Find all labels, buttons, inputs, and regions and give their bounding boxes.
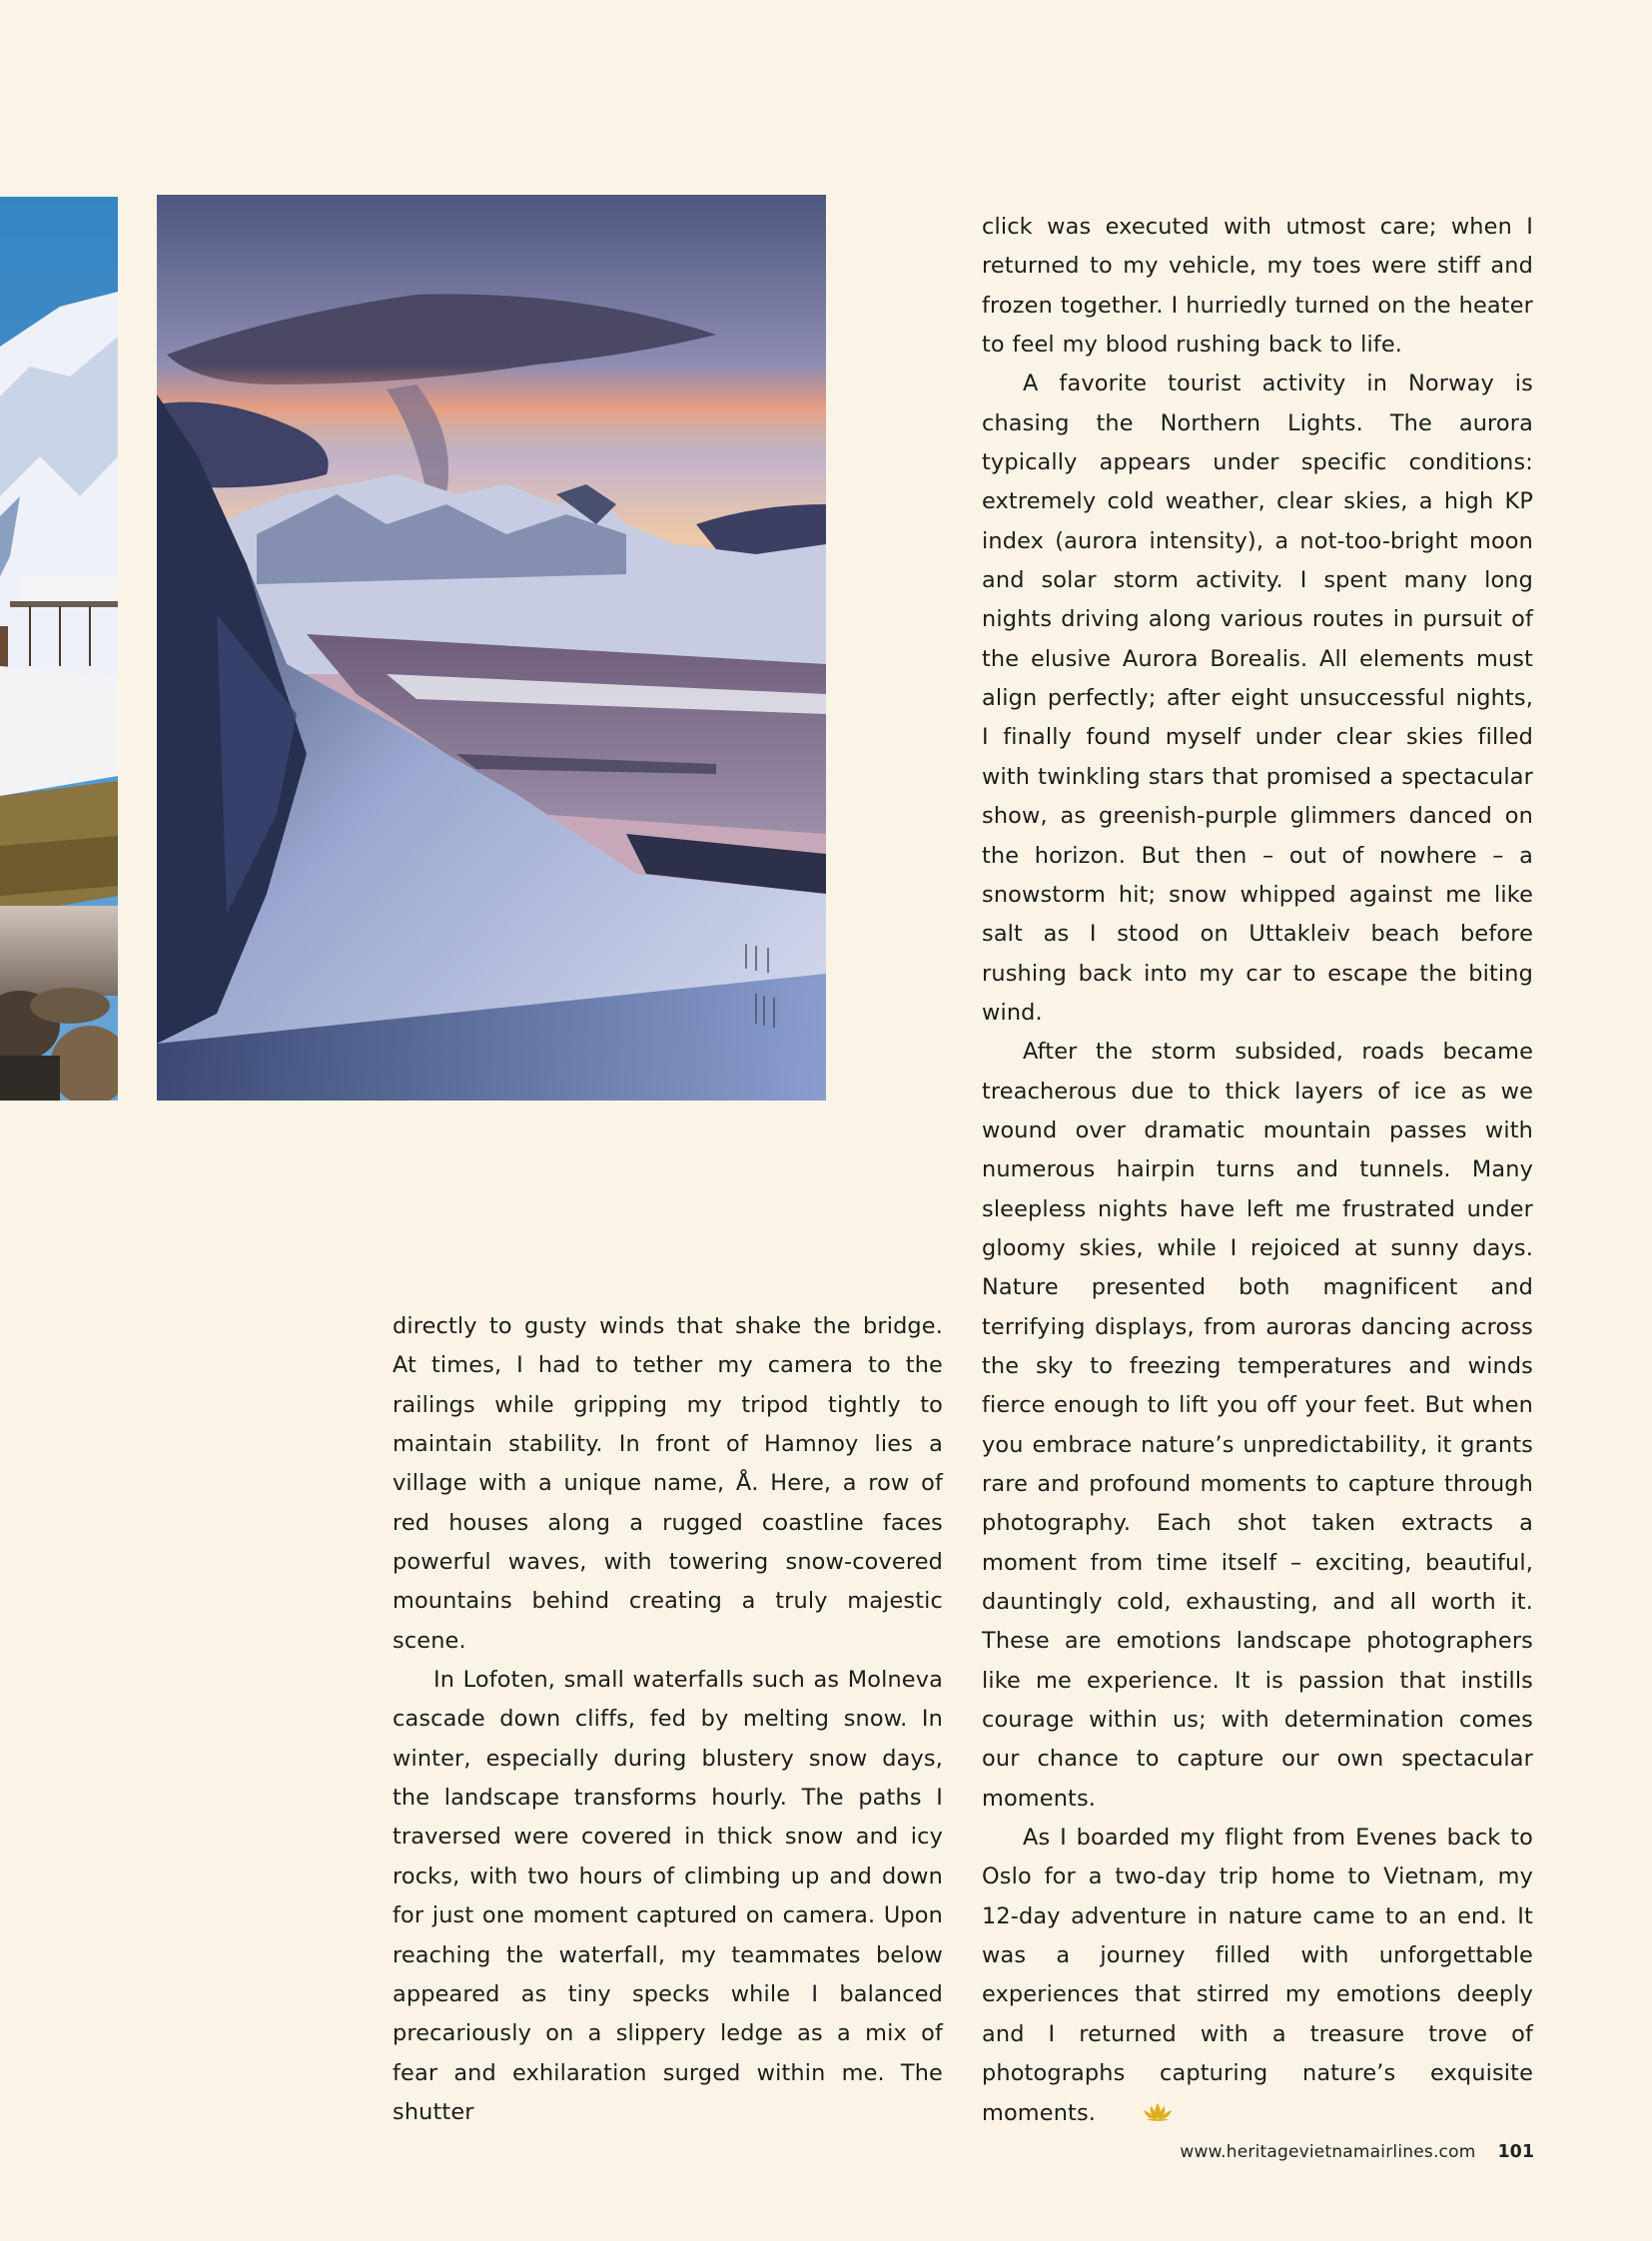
paragraph-text: As I boarded my flight from Evenes back to Oslo for a two-day trip home to Vietnam, my 12-day adventure in nature came to an end. It was a journey filled with unforgettable experiences that stirred my emotions deeply and I returned with a treasure trove of photographs capturing nature’s exquisite moments. xyxy=(982,1825,1533,2126)
left-photo-graphic xyxy=(0,197,118,1101)
last-paragraph xyxy=(982,1819,1533,2133)
paragraph: directly to gusty winds that shake the bridge. At times, I had to tether my camera to the railings while gripping my tripod tightly to maintain stability. In front of Hamnoy lies a village with a unique name, Å. Here, a row of red houses along a rugged coastline faces powerful waves, with towering snow-covered mountains behind creating a truly majestic scene. xyxy=(393,1313,943,1654)
page-footer xyxy=(1180,2142,1534,2162)
paragraph: In Lofoten, small waterfalls such as Molneva cascade down cliffs, fed by melting snow. In winter, especially during blustery snow days, the landscape transforms hourly. The paths I traversed were covered in thick snow and icy rocks, with two hours of climbing up and down for just one moment captured on camera. Upon reaching the waterfall, my teammates below appeared as tiny specks while I balanced precariously on a slippery ledge as a mix of fear and exhilaration surged within me. The shutter xyxy=(393,1667,943,2125)
paragraph: A favorite tourist activity in Norway is chasing the Northern Lights. The aurora typically appears under specific conditions: extremely cold weather, clear skies, a high KP index (aurora intensity), a not-too-bright moon and solar storm activity. I spent many long nights driving along various routes in pursuit of the elusive Aurora Borealis. All elements must align perfectly; after eight unsuccessful nights, I finally found myself under clear skies filled with twinkling stars that promised a spectacular show, as greenish-purple glimmers danced on the horizon. But then – out of nowhere – a snowstorm hit; snow whipped against me like salt as I stood on Uttakleiv beach before rushing back into my car to escape the biting wind. xyxy=(982,371,1533,1026)
paragraph: click was executed with utmost care; when I returned to my vehicle, my toes were stiff and frozen together. I hurriedly turned on the heater to feel my blood rushing back to life. xyxy=(982,214,1533,359)
main-photo-graphic xyxy=(157,195,826,1101)
paragraph: After the storm subsided, roads became treacherous due to thick layers of ice as we wound over dramatic mountain passes with numerous hairpin turns and tunnels. Many sleepless nights have left me frustrated under gloomy skies, while I rejoiced at sunny days. Nature presented both magnificent and terrifying displays, from auroras dancing across the sky to freezing temperatures and winds fierce enough to lift you off your feet. But when you embrace nature’s unpredictability, it grants rare and profound moments to capture through photography. Each shot taken extracts a moment from time itself – exciting, beautiful, dauntingly cold, exhausting, and all worth it. These are emotions landscape photographers like me experience. It is passion that instills courage within us; with determination comes our chance to capture our own spectacular moments. xyxy=(982,1039,1533,1812)
website-url: www.heritagevietnamairlines.com xyxy=(1180,2142,1476,2162)
left-text-column xyxy=(393,1307,943,2132)
right-text-column xyxy=(982,208,1533,2133)
lotus-icon xyxy=(1100,2096,1134,2116)
page-number: 101 xyxy=(1497,2142,1534,2162)
main-photo xyxy=(157,195,826,1101)
left-photo xyxy=(0,197,118,1101)
